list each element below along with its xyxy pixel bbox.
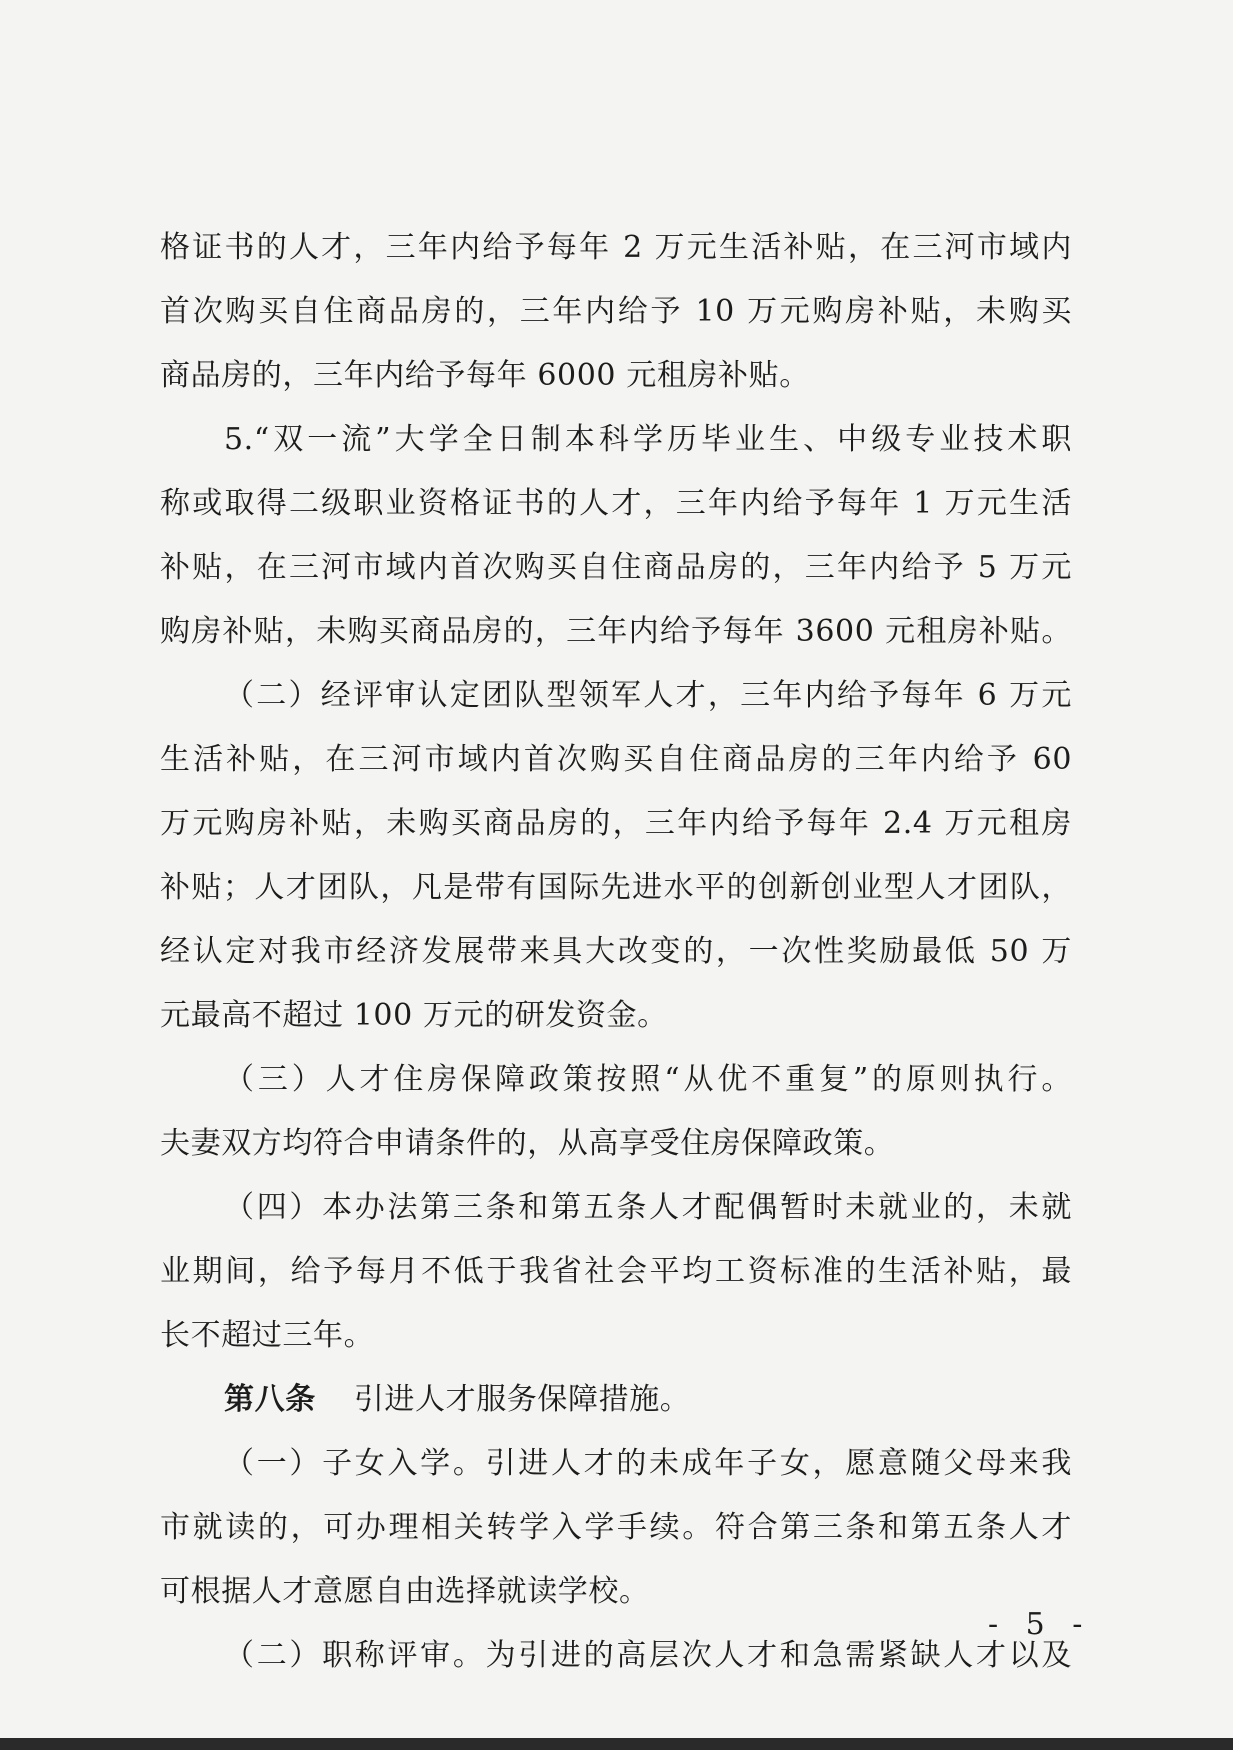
text-line: 经认定对我市经济发展带来具大改变的，一次性奖励最低 50 万 [160,934,1072,969]
text-line: 补贴，在三河市域内首次购买自住商品房的，三年内给予 5 万元 [160,550,1072,585]
text-line: （四）本办法第三条和第五条人才配偶暂时未就业的，未就 [224,1190,1072,1225]
scan-edge [0,1738,1233,1750]
text-line: 可根据人才意愿自由选择就读学校。 [160,1574,650,1609]
document-body [160,216,1072,1688]
text-line: 元最高不超过 100 万元的研发资金。 [160,998,668,1033]
text-line: 万元购房补贴，未购买商品房的，三年内给予每年 2.4 万元租房 [160,806,1072,841]
text-line: 生活补贴，在三河市域内首次购买自住商品房的三年内给予 60 [160,742,1072,777]
text-line: 补贴；人才团队，凡是带有国际先进水平的创新创业型人才团队， [160,870,1072,905]
text-line: 称或取得二级职业资格证书的人才，三年内给予每年 1 万元生活 [160,486,1072,521]
text-line: 格证书的人才，三年内给予每年 2 万元生活补贴，在三河市域内 [160,230,1072,265]
text-line: 5.“双一流”大学全日制本科学历毕业生、中级专业技术职 [224,422,1072,457]
article-line [160,1368,1072,1432]
text-line: 首次购买自住商品房的，三年内给予 10 万元购房补贴，未购买 [160,294,1072,329]
text-line: （一）子女入学。引进人才的未成年子女，愿意随父母来我 [224,1446,1072,1481]
text-line: （二）职称评审。为引进的高层次人才和急需紧缺人才以及 [224,1638,1072,1673]
text-line: 购房补贴，未购买商品房的，三年内给予每年 3600 元租房补贴。 [160,614,1072,649]
text-line: （三）人才住房保障政策按照“从优不重复”的原则执行。 [224,1062,1072,1097]
text-line: 夫妻双方均符合申请条件的，从高享受住房保障政策。 [160,1126,895,1161]
text-line: 业期间，给予每月不低于我省社会平均工资标准的生活补贴，最 [160,1254,1072,1289]
page-number: - 5 - [988,1607,1092,1642]
text-line: 商品房的，三年内给予每年 6000 元租房补贴。 [160,358,810,393]
text-line: （二）经评审认定团队型领军人才，三年内给予每年 6 万元 [224,678,1072,713]
text-line: 市就读的，可办理相关转学入学手续。符合第三条和第五条人才 [160,1510,1072,1545]
article-heading: 第八条 [224,1382,316,1417]
article-title: 引进人才服务保障措施。 [353,1382,691,1417]
text-line: 长不超过三年。 [160,1318,375,1353]
